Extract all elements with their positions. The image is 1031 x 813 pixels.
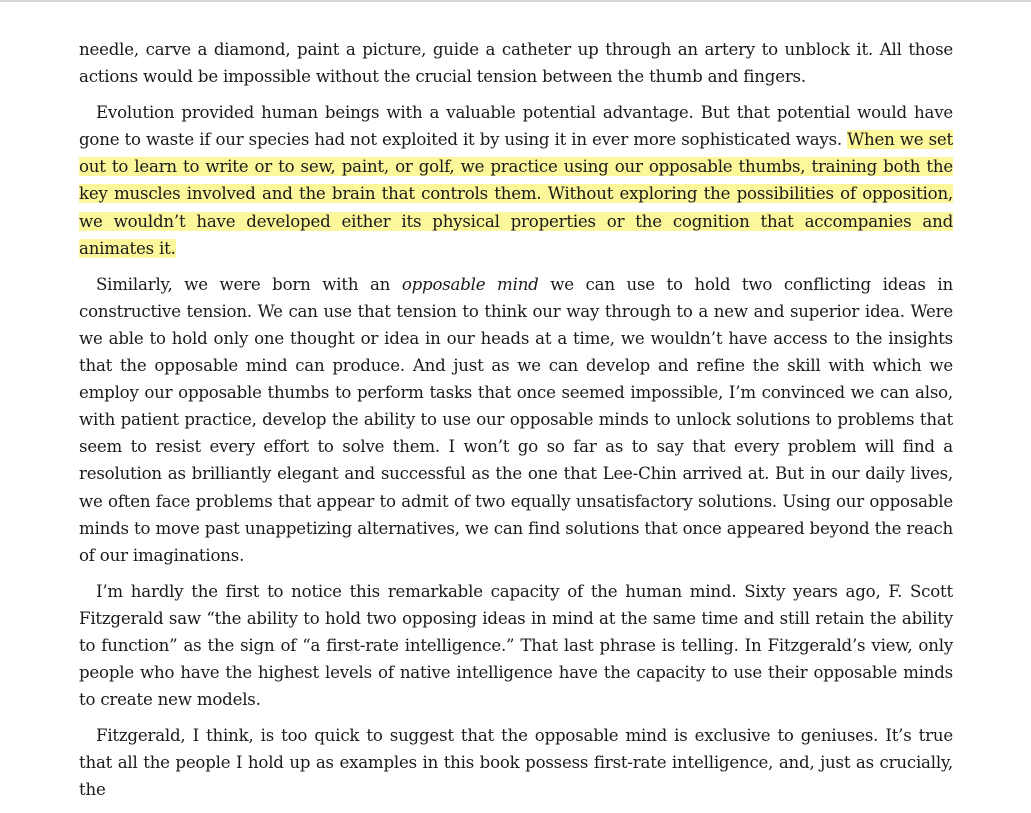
paragraph-4 — [79, 578, 953, 713]
text-column — [79, 36, 953, 813]
paragraph-3-text-start[interactable]: Similarly, we were born with an — [96, 274, 402, 294]
paragraph-3-text-rest[interactable]: we can use to hold two conflicting ideas in constructive tension. We can use that tension to think our way through to a new and superior idea. Were we able to hold only one thought or idea in our heads at a time, we wouldn’t have access to the insights that the opposable mind can produce. And just as we can develop and refine the skill with which we employ our opposable thumbs to perform tasks that once seemed impossible, I’m convinced we can also, with patient practice, develop the ability to use our opposable minds to unlock solutions to problems that seem to resist every effort to solve them. I won’t go so far as to say that every problem will find a resolution as brilliantly elegant and successful as the one that Lee-Chin arrived at. But in our daily lives, we often face problems that appear to admit of two equally unsatisfactory solutions. Using our opposable minds to move past unappetizing alternatives, we can find solutions that once appeared beyond the reach of our imaginations. — [79, 274, 953, 565]
paragraph-1-text[interactable]: needle, carve a diamond, paint a picture, guide a catheter up through an artery to unblock it. All those actions would be impossible without the crucial tension between the thumb and fingers. — [79, 40, 953, 87]
paragraph-1 — [79, 36, 953, 90]
highlighted-passage[interactable]: When we set out to learn to write or to sew, paint, or golf, we practice using our opposable thumbs, training both the key muscles involved and the brain that controls them. Without exploring the possibilities of opposition, we wouldn’t have developed either its physical properties or the cognition that accompanies and animates it. — [79, 130, 953, 258]
paragraph-2-text[interactable]: Evolution provided human beings with a valuable potential advantage. But that potential would have gone to waste if our species had not exploited it by using it in ever more sophisticated ways. — [79, 103, 953, 150]
paragraph-5 — [79, 722, 953, 803]
paragraph-3 — [79, 271, 953, 569]
paragraph-4-text[interactable]: I’m hardly the first to notice this remarkable capacity of the human mind. Sixty years ago, F. Scott Fitzgerald saw “the ability to hold two opposing ideas in mind at the same time and still retain the ability to function” as the sign of “a first-rate intelligence.” That last phrase is telling. In Fitzgerald’s view, only people who have the highest levels of native intelligence have the capacity to use their opposable minds to create new models. — [79, 581, 953, 710]
paragraph-2 — [79, 99, 953, 262]
paragraph-5-text[interactable]: Fitzgerald, I think, is too quick to suggest that the opposable mind is exclusive to geniuses. It’s true that all the people I hold up as examples in this book possess first-rate intelligence, and, just as crucially, the — [79, 726, 953, 800]
italic-term[interactable]: opposable mind — [401, 274, 539, 294]
